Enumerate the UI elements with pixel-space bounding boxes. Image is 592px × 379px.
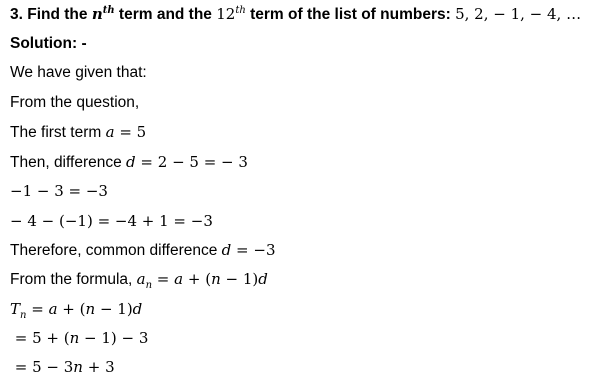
first-term-line — [10, 122, 146, 143]
check-line-2: − 4 − (−1) = −4 + 1 = −3 — [10, 212, 213, 230]
question-label: 3. Find the — [10, 6, 92, 23]
question-list: 5, 2, − 1, − 4, … — [455, 5, 582, 23]
given-line: We have given that: — [10, 64, 147, 81]
substitution-line-1 — [10, 328, 148, 348]
tn-eq: = — [26, 300, 49, 318]
question-n: n — [91, 5, 103, 23]
question-twelve: 12 — [216, 5, 236, 23]
formula-label: From the formula, — [10, 271, 137, 288]
tn-d: d — [132, 300, 143, 318]
formula-sub-n: n — [145, 280, 153, 292]
formula-mid2: − 1) — [220, 270, 259, 288]
formula-mid: + ( — [183, 270, 212, 288]
tn-sub-n: n — [20, 310, 27, 321]
sub2-a: = 5 − 3 — [10, 358, 74, 376]
difference-label: Then, difference — [10, 154, 127, 171]
first-term-label: The first term — [10, 124, 106, 141]
formula-line — [10, 269, 268, 290]
formula-eq: = — [152, 270, 175, 288]
tn-a: a — [48, 300, 58, 318]
question-line — [10, 4, 581, 25]
substitution-line-2 — [10, 357, 115, 377]
question-end: term of the list of numbers: — [245, 6, 456, 23]
formula-a: a — [136, 270, 146, 288]
sub1-n: n — [69, 329, 80, 347]
check-line-1: −1 − 3 = −3 — [10, 182, 108, 200]
sub2-b: + 3 — [82, 358, 115, 376]
tn-T: T — [10, 300, 21, 318]
tn-line — [10, 299, 142, 319]
question-th-2: th — [235, 4, 246, 16]
question-th-1: th — [102, 4, 115, 16]
tn-mid2: − 1) — [95, 300, 133, 318]
difference-line — [10, 152, 248, 173]
tn-mid: + ( — [57, 300, 86, 318]
sub1-a: = 5 + ( — [10, 329, 70, 347]
common-difference-var: d — [221, 241, 232, 259]
difference-var: d — [126, 153, 136, 171]
difference-eq: = 2 − 5 = − 3 — [135, 153, 248, 171]
first-term-eq: = 5 — [114, 123, 147, 141]
tn-n: n — [85, 300, 96, 318]
solution-heading: Solution: - — [10, 35, 87, 52]
formula-d: d — [258, 270, 268, 288]
question-mid: term and the — [114, 6, 217, 23]
formula-n: n — [211, 270, 221, 288]
sub1-b: − 1) − 3 — [79, 329, 149, 347]
common-difference-eq: = −3 — [231, 241, 276, 259]
common-difference-line — [10, 240, 275, 261]
formula-a2: a — [174, 270, 184, 288]
sub2-n: n — [73, 358, 83, 376]
from-question-line: From the question, — [10, 94, 140, 111]
common-difference-label: Therefore, common difference — [10, 242, 222, 259]
first-term-var: a — [105, 123, 115, 141]
